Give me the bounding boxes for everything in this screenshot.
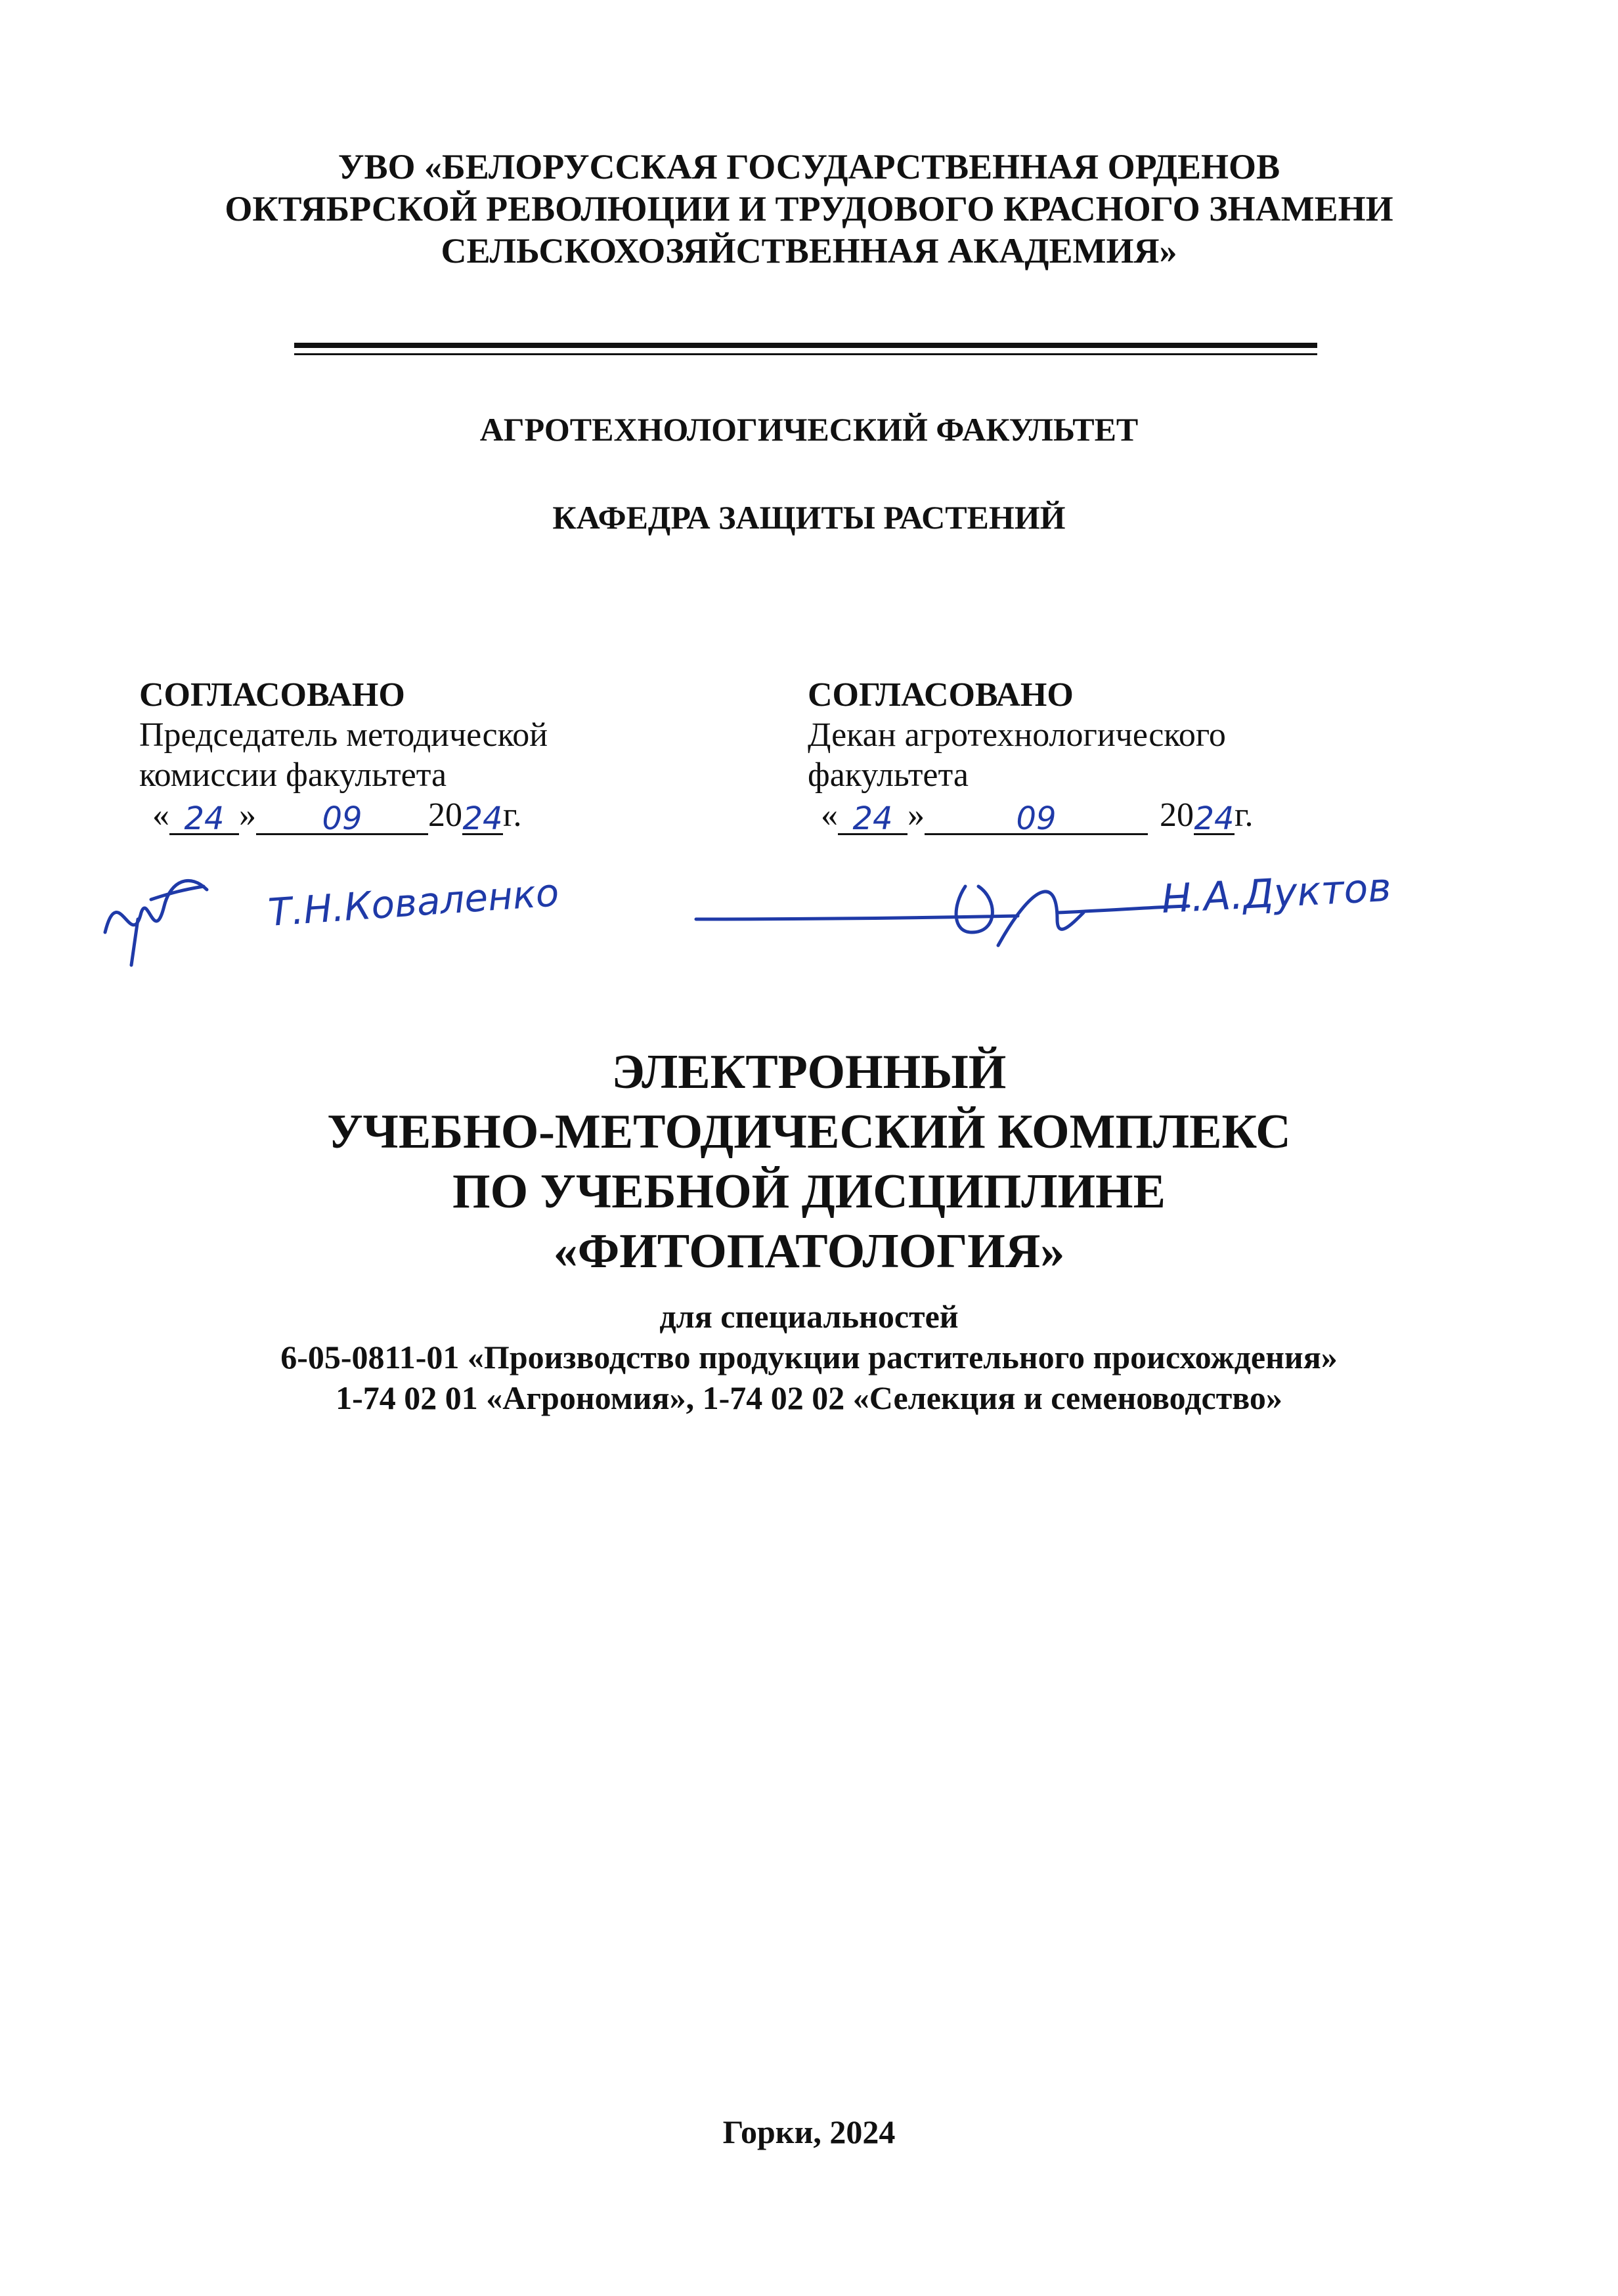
- specialties-label: для специальностей: [659, 1298, 959, 1335]
- approval-heading: СОГЛАСОВАНО: [808, 676, 1074, 714]
- approval-date: « 24 » 09 2024г.: [152, 796, 522, 837]
- chair-name: КАФЕДРА ЗАЩИТЫ РАСТЕНИЙ: [552, 499, 1066, 536]
- date-year-suffix: 24: [1194, 800, 1235, 837]
- header-divider-thick: [294, 343, 1317, 348]
- approval-block-right: [808, 675, 1253, 835]
- header-divider-thin: [294, 353, 1317, 355]
- date-month: 09: [256, 799, 428, 835]
- institution-name: [0, 146, 1618, 272]
- institution-line-3: СЕЛЬСКОХОЗЯЙСТВЕННАЯ АКАДЕМИЯ»: [441, 231, 1177, 271]
- date-month: 09: [925, 799, 1148, 835]
- institution-line-1: УВО «БЕЛОРУССКАЯ ГОСУДАРСТВЕННАЯ ОРДЕНОВ: [338, 147, 1280, 186]
- title-line-2: УЧЕБНО-МЕТОДИЧЕСКИЙ КОМПЛЕКС: [327, 1105, 1291, 1159]
- approval-heading: СОГЛАСОВАНО: [139, 676, 405, 714]
- date-day: 24: [838, 799, 907, 835]
- signature-name-right: Н.А.Дуктов: [1160, 864, 1393, 922]
- signature-right: [689, 847, 1464, 972]
- date-day: 24: [169, 799, 239, 835]
- signature-name-left: Т.Н.Коваленко: [267, 870, 561, 935]
- specialty-line-2: 1-74 02 01 «Агрономия», 1-74 02 02 «Селекция и семеноводство»: [336, 1379, 1282, 1416]
- approval-role-line-1: Декан агротехнологического: [808, 716, 1226, 754]
- approval-role-line-2: комиссии факультета: [139, 756, 447, 794]
- approval-date: « 24 » 09 2024г.: [821, 796, 1254, 837]
- specialties: [0, 1296, 1618, 1418]
- date-year-suffix: 24: [462, 800, 503, 837]
- institution-line-2: ОКТЯБРСКОЙ РЕВОЛЮЦИИ И ТРУДОВОГО КРАСНОГО ЗНАМЕНИ: [225, 189, 1393, 228]
- specialty-line-1: 6-05-0811-01 «Производство продукции растительного происхождения»: [280, 1339, 1338, 1375]
- approval-role-line-2: факультета: [808, 756, 969, 794]
- approval-block-left: [139, 675, 548, 835]
- document-title: [0, 1043, 1618, 1282]
- title-line-1: ЭЛЕКТРОННЫЙ: [611, 1045, 1007, 1099]
- signature-left: [92, 854, 630, 978]
- title-line-4: «ФИТОПАТОЛОГИЯ»: [553, 1224, 1065, 1278]
- title-line-3: ПО УЧЕБНОЙ ДИСЦИПЛИНЕ: [452, 1165, 1166, 1219]
- approval-role-line-1: Председатель методической: [139, 716, 548, 754]
- faculty-name: АГРОТЕХНОЛОГИЧЕСКИЙ ФАКУЛЬТЕТ: [479, 411, 1139, 448]
- place-and-year: Горки, 2024: [722, 2113, 896, 2150]
